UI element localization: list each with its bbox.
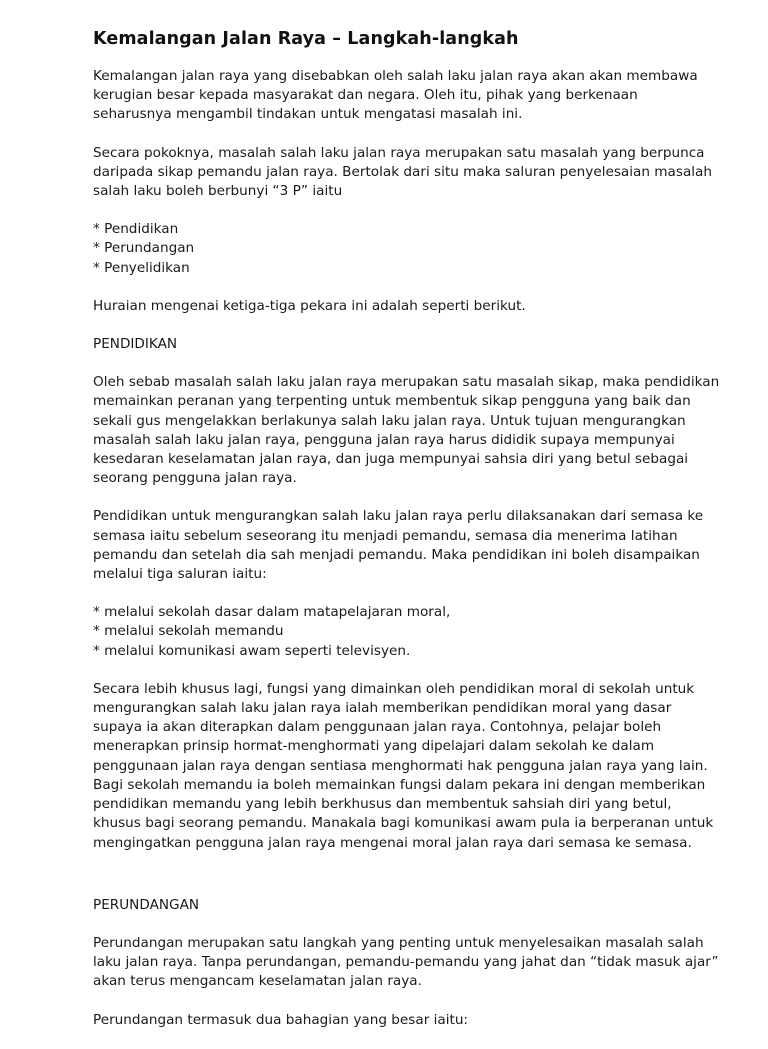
list-saluran [93,603,758,661]
paragraph-perundangan-1: Perundangan merupakan satu langkah yang penting untuk menyelesaikan masalah salah laku jalan raya. Tanpa perundangan, pemandu-pemandu yang jahat dan “tidak masuk ajar” akan terus mengancam keselamatan jalan raya. [93,934,719,990]
list-item: * Pendidikan [93,221,179,238]
list-item: * Penyelidikan [93,259,190,276]
paragraph-perundangan-2: Perundangan termasuk dua bahagian yang besar iaitu: [93,1011,469,1028]
paragraph-huraian: Huraian mengenai ketiga-tiga pekara ini adalah seperti berikut. [93,297,526,314]
paragraph-pendidikan-1: Oleh sebab masalah salah laku jalan raya merupakan satu masalah sikap, maka pendidikan memainkan peranan yang terpenting untuk membentuk sikap pengguna yang baik dan sekali gus mengelakkan berlakunya salah laku jalan raya. Untuk tujuan mengurangkan masalah salah laku jalan raya, pengguna jalan raya harus dididik supaya mempunyai kesedaran keselamatan jalan raya, dan juga mempunyai sahsia diri yang betul sebagai seorang pengguna jalan raya. [93,374,720,487]
section-heading-pendidikan: PENDIDIKAN [93,336,178,353]
paragraph-intro: Kemalangan jalan raya yang disebabkan oleh salah laku jalan raya akan akan membawa kerugian besar kepada masyarakat dan negara. Oleh itu, pihak yang berkenaan seharusnya mengambil tindakan untuk mengatasi masalah ini. [93,68,698,123]
list-item: * Perundangan [93,240,195,257]
list-3p [93,220,758,278]
paragraph-3p: Secara pokoknya, masalah salah laku jalan raya merupakan satu masalah yang berpunca daripada sikap pemandu jalan raya. Bertolak dari situ maka saluran penyelesaian masalah salah laku boleh berbunyi “3 P” iaitu [93,144,712,200]
document-title: Kemalangan Jalan Raya – Langkah-langkah [93,29,519,49]
list-item: * melalui komunikasi awam seperti televisyen. [93,642,411,659]
paragraph-pendidikan-3: Secara lebih khusus lagi, fungsi yang dimainkan oleh pendidikan moral di sekolah untuk mengurangkan salah laku jalan raya ialah memberikan pendidikan moral yang dasar supaya ia akan diterapkan dalam penggunaan jalan raya. Contohnya, pelajar boleh menerapkan prinsip hormat-menghormati yang dipelajari dalam sekolah ke dalam penggunaan jalan raya dengan sentiasa menghormati hak pengguna jalan raya yang lain. Bagi sekolah memandu ia boleh memainkan fungsi dalam pekara ini dengan memberikan pendidikan memandu yang lebih berkhusus dan membentuk sahsiah diri yang betul, khusus bagi seorang pemandu. Manakala bagi komunikasi awam pula ia berperanan untuk mengingatkan pengguna jalan raya mengenai moral jalan raya dari semasa ke semasa. [93,680,714,851]
paragraph-pendidikan-2: Pendidikan untuk mengurangkan salah laku jalan raya perlu dilaksanakan dari semasa ke semasa iaitu sebelum seseorang itu menjadi pemandu, semasa dia menerima latihan pemandu dan setelah dia sah menjadi pemandu. Maka pendidikan ini boleh disampaikan melalui tiga saluran iaitu: [93,508,704,583]
section-heading-perundangan: PERUNDANGAN [93,896,200,913]
document-page [93,28,758,1049]
list-item: * melalui sekolah dasar dalam matapelajaran moral, [93,604,451,621]
list-item: * melalui sekolah memandu [93,623,284,640]
